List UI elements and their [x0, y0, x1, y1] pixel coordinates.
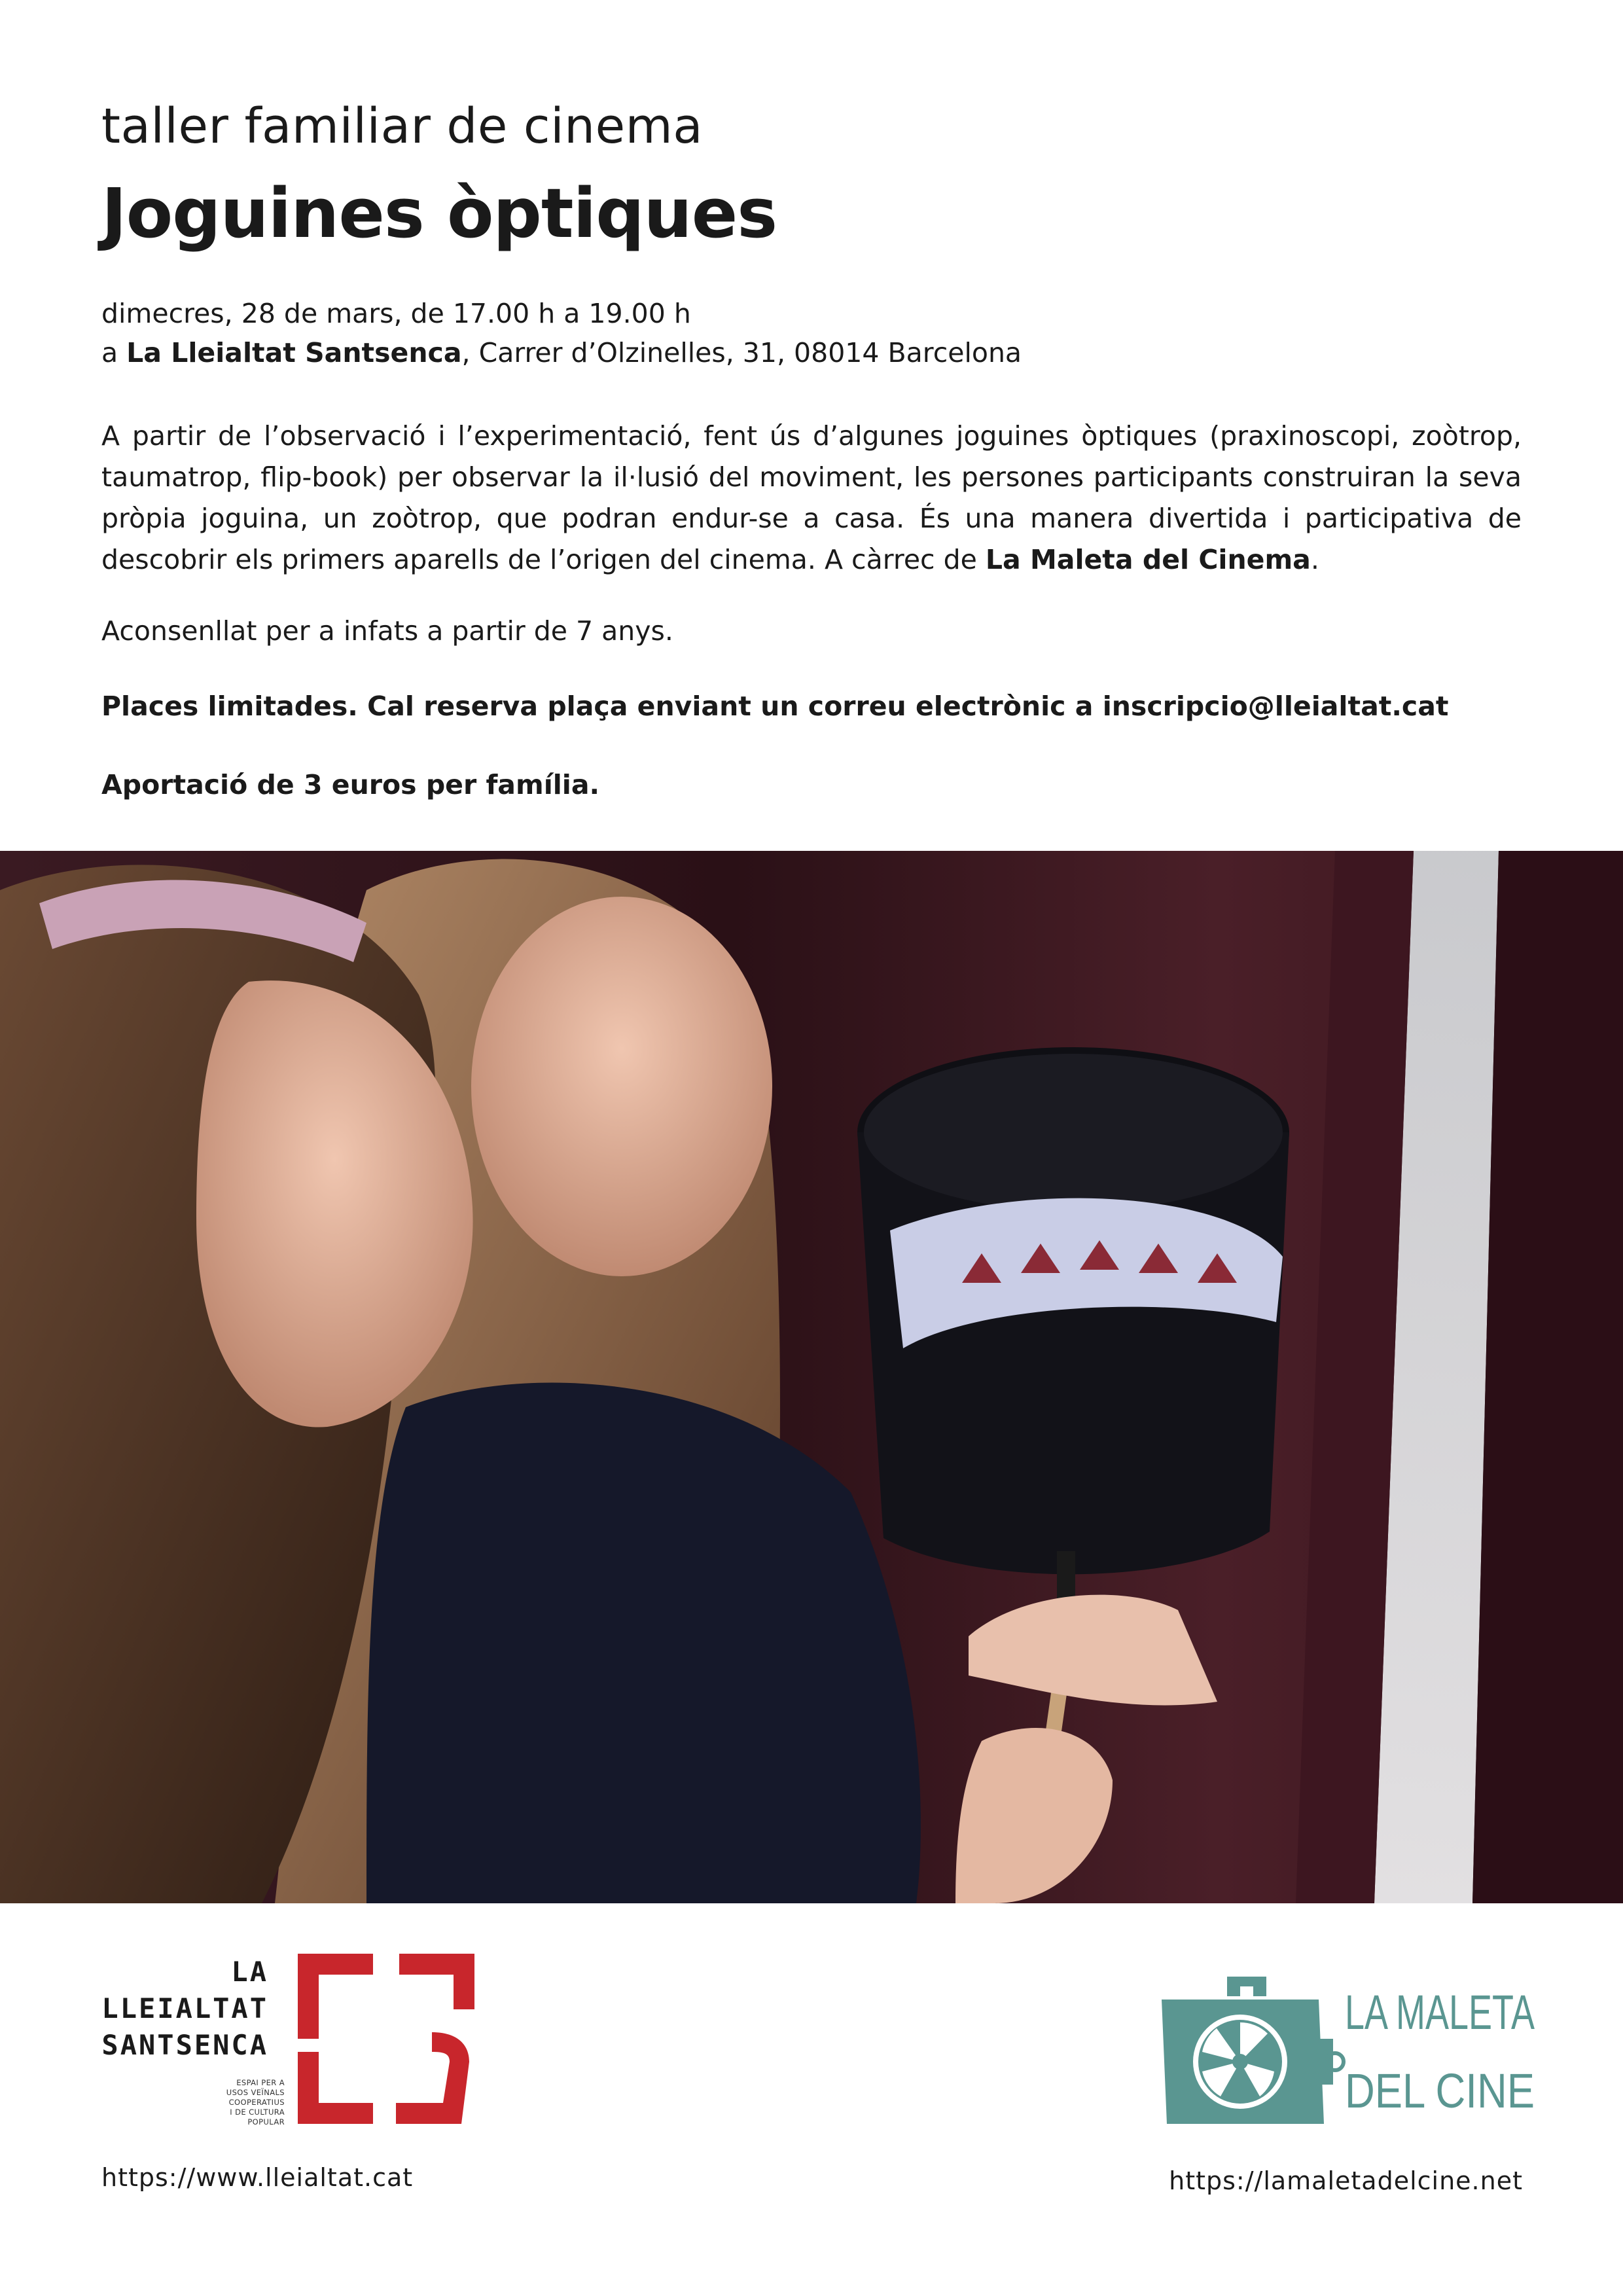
maleta-line-2: DEL CINE [1345, 2064, 1535, 2118]
tagline-line: USOS VEÏNALS [226, 2088, 285, 2097]
maleta-logo-text [1345, 1960, 1541, 2150]
event-subtitle: taller familiar de cinema [101, 98, 704, 154]
maleta-line-1: LA MALETA [1345, 1985, 1535, 2039]
event-description [101, 416, 1522, 581]
places-note: Places limitades. Cal reserva plaça enviant un correu electrònic a inscripcio@lleialtat.cat [101, 691, 1449, 722]
event-date: dimecres, 28 de mars, de 17.00 h a 19.00 h [101, 298, 691, 329]
venue-name: La Lleialtat Santsenca [126, 337, 462, 368]
tagline-line: I DE CULTURA [230, 2108, 285, 2117]
tagline-line: COOPERATIUS [228, 2098, 285, 2107]
lleialtat-logo [101, 1954, 474, 2150]
workshop-photo [0, 851, 1623, 1903]
photo-illustration [0, 851, 1623, 1903]
event-title: Joguines òptiques [101, 173, 777, 253]
logo-line-1: LA [231, 1956, 268, 1988]
logo-line-3: SANTSENCA [101, 2029, 268, 2061]
venue-address: , Carrer d’Olzinelles, 31, 08014 Barcelona [461, 337, 1022, 368]
tagline-line: POPULAR [247, 2117, 285, 2126]
lleialtat-logo-text [101, 1954, 268, 2064]
event-venue [101, 337, 1022, 368]
venue-prefix: a [101, 337, 127, 368]
age-note: Aconsenllat per a infats a partir de 7 anys. [101, 615, 673, 647]
lleialtat-tagline [200, 2078, 285, 2127]
description-end: . [1310, 544, 1319, 575]
logo-line-2: LLEIALTAT [101, 1992, 268, 2024]
camera-suitcase-icon [1155, 1954, 1345, 2144]
maleta-link[interactable]: https://lamaletadelcine.net [1169, 2166, 1523, 2195]
tagline-line: ESPAI PER A [236, 2078, 285, 2087]
organizer-name: La Maleta del Cinema [985, 544, 1311, 575]
lleialtat-mark-icon [298, 1954, 474, 2124]
lleialtat-link[interactable]: https://www.lleialtat.cat [101, 2163, 414, 2192]
description-text: A partir de l’observació i l’experimentació, fent ús d’algunes joguines òptiques (praxinoscopi, zoòtrop, taumatrop, flip-book) per observar la il·lusió del moviment, les persones participants construiran la seva pròpia joguina, un zoòtrop, que podran endur-se a casa. És una manera divertida i participativa de descobrir els primers aparells de l’origen del cinema. A càrrec de [101, 420, 1522, 575]
price-note: Aportació de 3 euros per família. [101, 769, 600, 800]
maleta-logo [1155, 1954, 1535, 2144]
